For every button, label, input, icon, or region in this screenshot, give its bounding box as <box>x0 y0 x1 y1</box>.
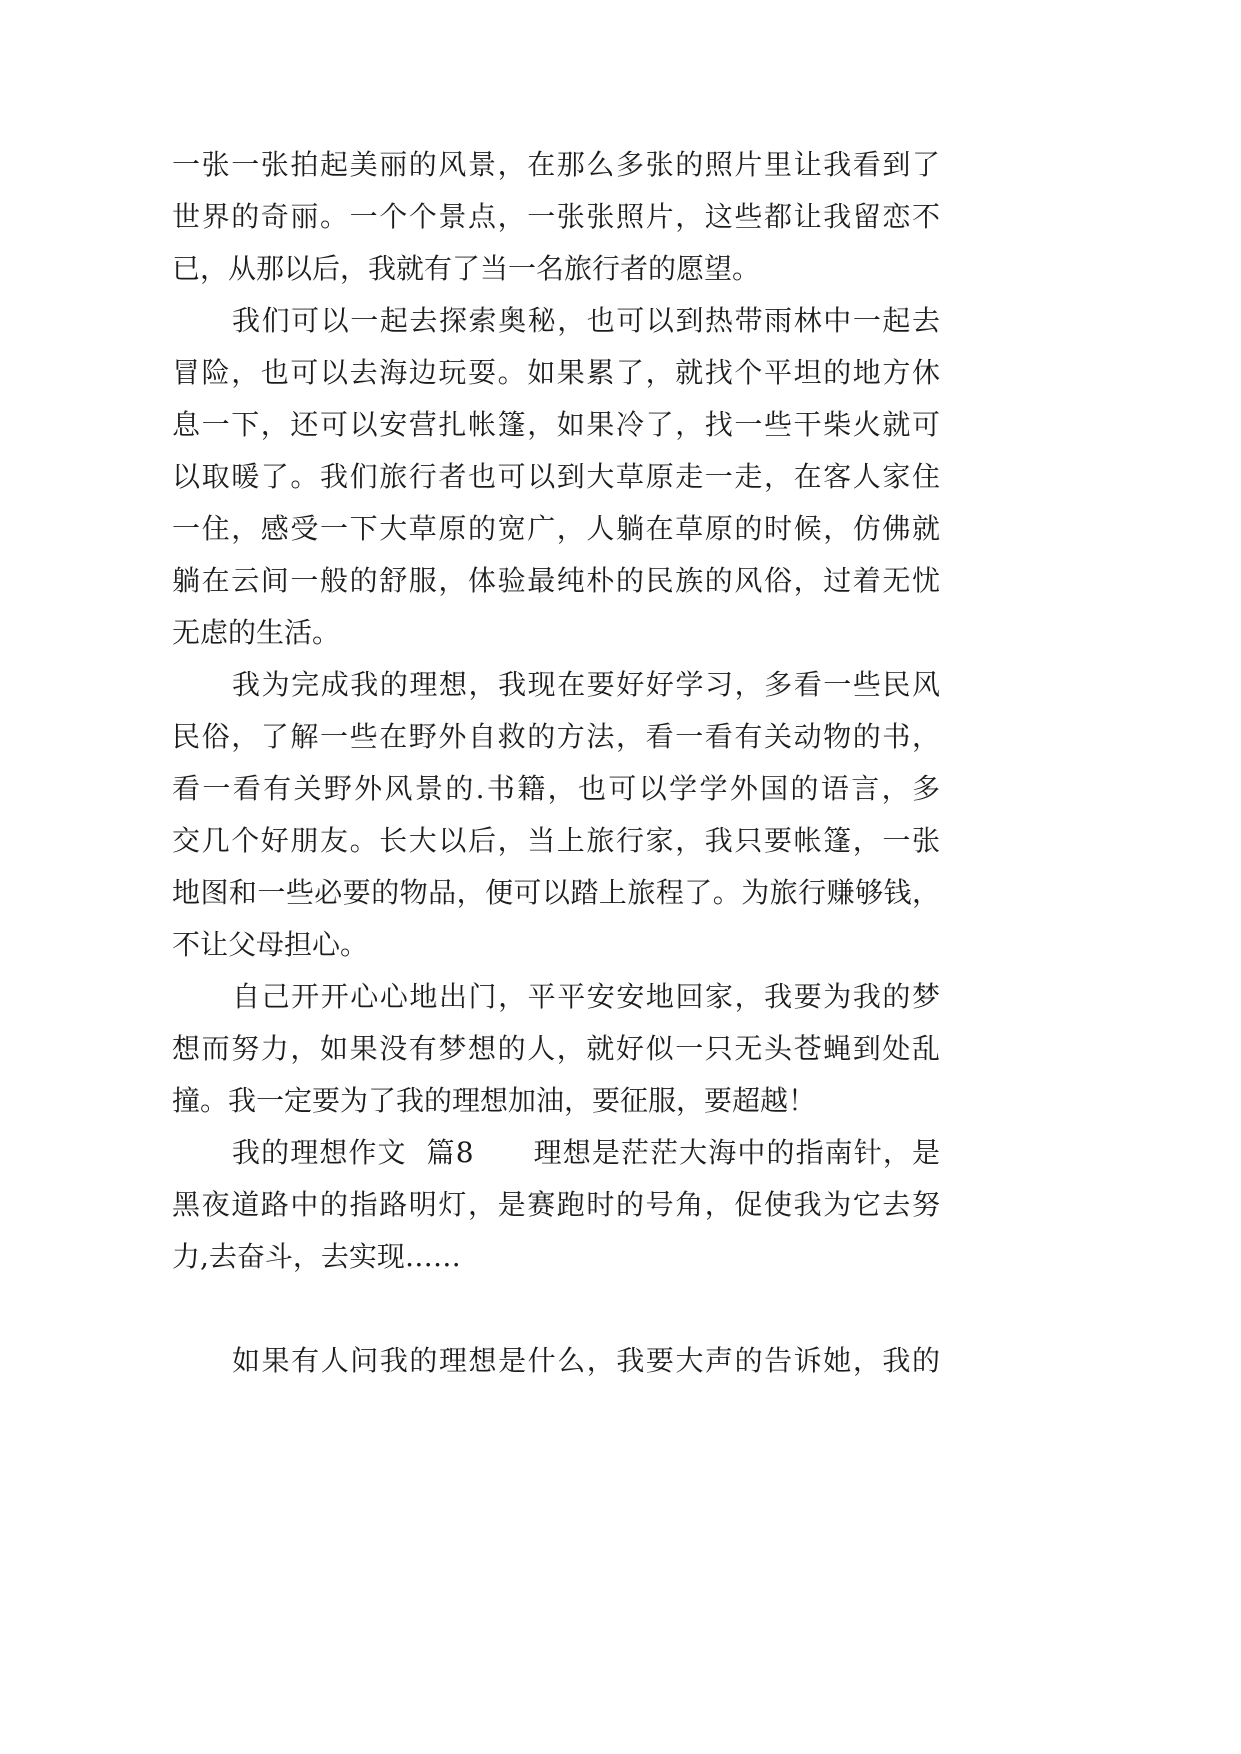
text-line: 以取暖了。我们旅行者也可以到大草原走一走，在客人家住 <box>172 460 940 493</box>
text-line: 世界的奇丽。一个个景点，一张张照片，这些都让我留恋不 <box>172 200 940 233</box>
text-line: 一张一张拍起美丽的风景，在那么多张的照片里让我看到了 <box>172 148 940 181</box>
text-line: 一住，感受一下大草原的宽广，人躺在草原的时候，仿佛就 <box>172 512 940 545</box>
paragraph <box>172 659 940 971</box>
text-line: 冒险，也可以去海边玩耍。如果累了，就找个平坦的地方休 <box>172 356 940 389</box>
paragraph <box>172 1335 940 1387</box>
text-line: 民俗，了解一些在野外自救的方法，看一看有关动物的书， <box>172 720 940 753</box>
text-line: 躺在云间一般的舒服，体验最纯朴的民族的风俗，过着无忧 <box>172 564 940 597</box>
paragraph <box>172 139 940 295</box>
paragraph <box>172 971 940 1127</box>
text-line: 如果有人问我的理想是什么，我要大声的告诉她，我的 <box>232 1344 940 1377</box>
paragraph <box>172 295 940 659</box>
text-line: 已，从那以后，我就有了当一名旅行者的愿望。 <box>172 252 761 285</box>
text-line: 我的理想作文 篇8 理想是茫茫大海中的指南针，是 <box>232 1136 940 1169</box>
text-line: 不让父母担心。 <box>172 928 369 961</box>
blank-line <box>172 1283 940 1335</box>
text-line: 我们可以一起去探索奥秘，也可以到热带雨林中一起去 <box>232 304 940 337</box>
text-line: 交几个好朋友。长大以后，当上旅行家，我只要帐篷，一张 <box>172 824 940 857</box>
text-line: 力,去奋斗，去实现…… <box>172 1240 461 1273</box>
text-line: 黑夜道路中的指路明灯，是赛跑时的号角，促使我为它去努 <box>172 1188 940 1221</box>
text-line: 我为完成我的理想，我现在要好好学习，多看一些民风 <box>232 668 940 701</box>
text-line: 地图和一些必要的物品，便可以踏上旅程了。为旅行赚够钱， <box>172 876 940 909</box>
text-line: 想而努力，如果没有梦想的人，就好似一只无头苍蝇到处乱 <box>172 1032 940 1065</box>
text-line: 无虑的生活。 <box>172 616 341 649</box>
text-line: 自己开开心心地出门，平平安安地回家，我要为我的梦 <box>232 980 940 1013</box>
text-line: 撞。我一定要为了我的理想加油，要征服，要超越！ <box>172 1084 817 1117</box>
text-line: 看一看有关野外风景的.书籍，也可以学学外国的语言，多 <box>172 772 940 805</box>
document-body <box>172 139 940 1387</box>
paragraph <box>172 1127 940 1283</box>
text-line: 息一下，还可以安营扎帐篷，如果冷了，找一些干柴火就可 <box>172 408 940 441</box>
